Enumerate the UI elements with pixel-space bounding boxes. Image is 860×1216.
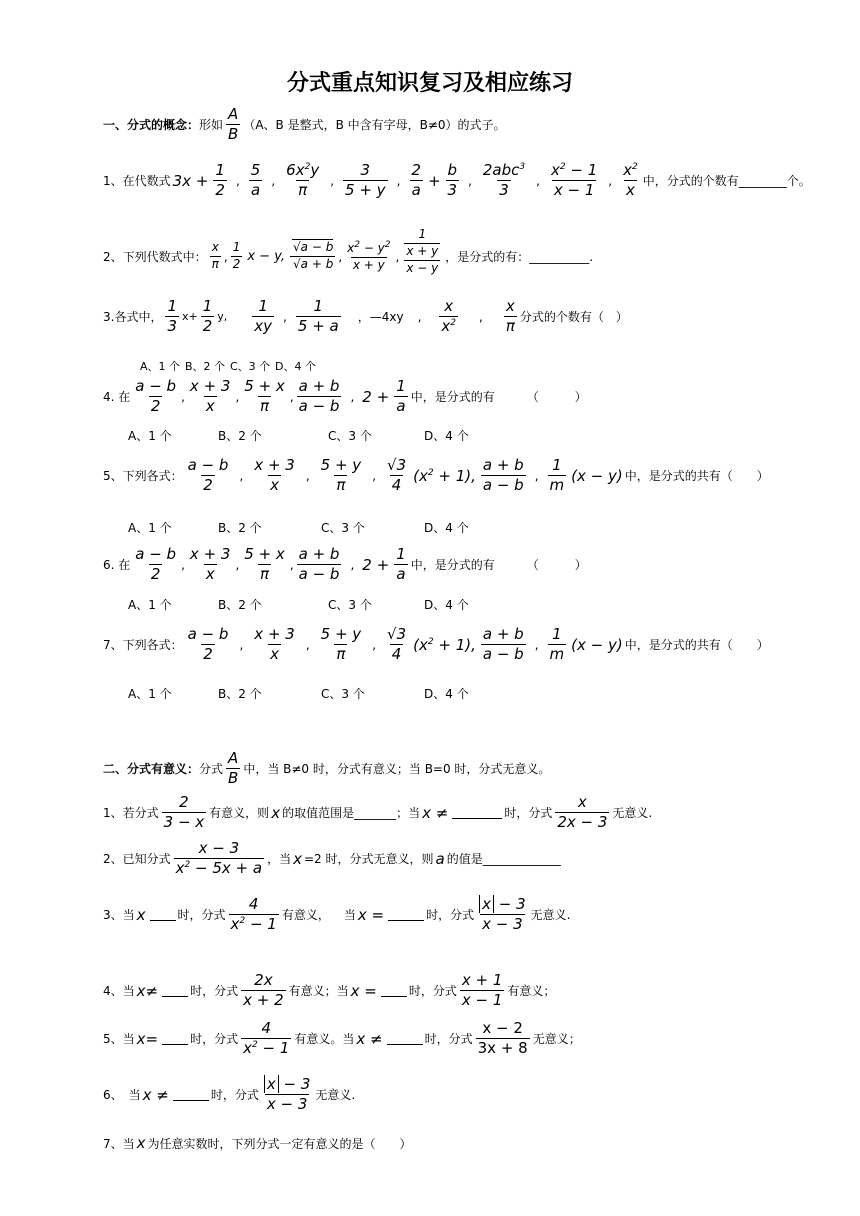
option-c[interactable]: C、3 个 <box>321 521 365 535</box>
question-5-options <box>128 519 484 536</box>
problem-4: 4、当 x≠ 时，分式 $\frac{2x}{x + 2}$ 有意义；当 x = 时，分式 $\frac{x + 1}{x - 1}$ 有意义； <box>103 971 556 1010</box>
option-a[interactable]: A、1 个 <box>128 598 172 612</box>
option-d[interactable]: D、4 个 <box>275 360 316 373</box>
page-title: 分式重点知识复习及相应练习 <box>286 71 573 96</box>
expr: $\frac{1}{2}$ <box>215 161 225 200</box>
option-a[interactable]: A、1 个 <box>128 429 172 443</box>
question-7: 7、下列各式： $\frac{a - b}{2}$ , $\frac{x + 3}{x}$ , $\frac{5 + y}{\pi}$ , $\frac{√3}{4}$ $(x^2 + 1)$, $\frac{a + b}{a - b}$ , $\frac{1}{m}$ (x − y) 中，是分式的共有（ ） <box>103 625 769 664</box>
option-c[interactable]: C、3 个 <box>328 598 372 612</box>
question-3: 3.各式中， $\frac{1}{3}$ x+ $\frac{1}{2}$ y, $\frac{1}{xy}$ , $\frac{1}{5 + a}$ ，—4xy , $\frac{x}{x^2}$ , $\frac{x}{\pi}$ 分式的个数有（ ） <box>103 297 628 336</box>
question-6-options <box>128 596 484 613</box>
problem-5: 5、当 x= 时，分式 $\frac{4}{x^2 - 1}$ 有意义。当 x ≠ 时，分式 $\frac{x - 2}{3x + 8}$ 无意义； <box>103 1019 581 1058</box>
option-d[interactable]: D、4 个 <box>424 521 469 535</box>
problem-7: 7、当 x 为任意实数时，下列分式一定有意义的是（ ） <box>103 1134 412 1152</box>
problem-3: 3、当 x 时，分式 $\frac{4}{x^2 - 1}$ 有意义， 当 x = 时，分式 $\frac{x - 3}{x - 3}$ 无意义. <box>103 895 571 934</box>
option-a[interactable]: A、1 个 <box>128 521 172 535</box>
question-6: 6. 在 $\frac{a - b}{2}$ , $\frac{x + 3}{x}$ , $\frac{5 + x}{\pi}$ , $\frac{a + b}{a - b}$ , 2 + $\frac{1}{a}$ 中，是分式的有 （ ） <box>103 545 587 584</box>
option-c[interactable]: C、3 个 <box>321 687 365 701</box>
problem-1: 1、若分式 $\frac{2}{3 - x}$ 有意义，则 x 的取值范围是_______；当 x ≠ 时，分式 $\frac{x}{2x - 3}$ 无意义. <box>103 793 653 832</box>
question-7-options <box>128 685 484 702</box>
option-d[interactable]: D、4 个 <box>424 598 469 612</box>
question-3-options <box>140 358 320 374</box>
question-4: 4. 在 $\frac{a - b}{2}$ , $\frac{x + 3}{x}$ , $\frac{5 + x}{\pi}$ , $\frac{a + b}{a - b}$ , 2 + $\frac{1}{a}$ 中，是分式的有 （ ） <box>103 377 587 416</box>
section-2-heading: 二、分式有意义： <box>103 762 200 777</box>
question-2: 2、下列代数式中： $\frac{x}{\pi}$ , $\frac{1}{2}$ x − y, $\frac{√a - b}{√a + b}$ , $\frac{x^2 - y^2}{x + y}$ , $\frac{\frac{1}{x + y}}{x - y}$ ，是分式的有：__________. <box>103 227 594 275</box>
problem-2: 2、已知分式 $\frac{x - 3}{x^2 - 5x + a}$ ，当 x =2 时，分式无意义，则 a 的值是_____________ <box>103 839 561 878</box>
option-a[interactable]: A、1 个 <box>140 360 181 373</box>
option-c[interactable]: C、3 个 <box>230 360 271 373</box>
section-2-meaning: 二、分式有意义： 分式 $\frac{A}{B}$ 中，当 B≠0 时，分式有意义；当 B=0 时，分式无意义。 <box>103 749 551 788</box>
problem-6: 6、 当 x ≠ 时，分式 $\frac{x - 3}{x - 3}$ 无意义. <box>103 1075 356 1114</box>
question-5: 5、下列各式： $\frac{a - b}{2}$ , $\frac{x + 3}{x}$ , $\frac{5 + y}{\pi}$ , $\frac{√3}{4}$ $(x^2 + 1)$, $\frac{a + b}{a - b}$ , $\frac{1}{m}$ (x − y) 中，是分式的共有（ ） <box>103 456 769 495</box>
fraction-a-over-b: $\frac{A}{B}$ <box>228 105 239 144</box>
option-b[interactable]: B、2 个 <box>218 521 262 535</box>
option-b[interactable]: B、2 个 <box>185 360 226 373</box>
option-d[interactable]: D、4 个 <box>424 429 469 443</box>
question-1: 1、在代数式 3x + $\frac{1}{2}$ , $\frac{5}{a}$ , $\frac{6x^2y}{\pi}$ , $\frac{3}{5 + y}$ , $\frac{2}{a}$ + $\frac{b}{3}$ , $\frac{2abc^3}{3}$ , $\frac{x^2 - 1}{x - 1}$ , $\frac{x^2}{x}$ 中，分式的个数有________个。 <box>103 161 811 200</box>
option-c[interactable]: C、3 个 <box>328 429 372 443</box>
option-a[interactable]: A、1 个 <box>128 687 172 701</box>
section-1-definition: 一、分式的概念： 形如 $\frac{A}{B}$ （A、B 是整式，B 中含有字母，B≠0）的式子。 <box>103 105 506 144</box>
option-b[interactable]: B、2 个 <box>218 598 262 612</box>
option-d[interactable]: D、4 个 <box>424 687 469 701</box>
option-b[interactable]: B、2 个 <box>218 429 262 443</box>
question-4-options <box>128 427 484 444</box>
option-b[interactable]: B、2 个 <box>218 687 262 701</box>
section-1-heading: 一、分式的概念： <box>103 118 200 133</box>
